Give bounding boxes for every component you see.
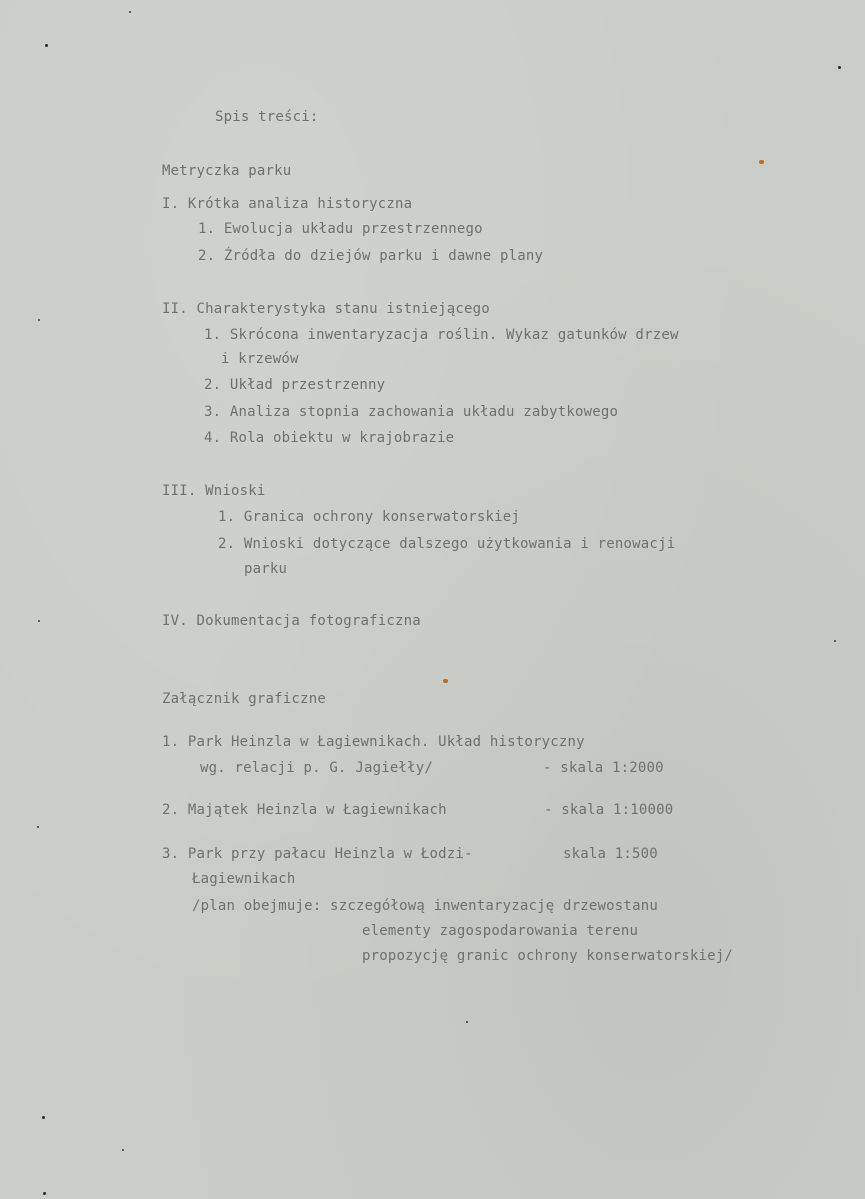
paper-speck — [45, 44, 48, 47]
paper-speck — [759, 160, 764, 164]
paper-speck — [129, 11, 131, 13]
attachment-2-line-1: 2. Majątek Heinzla w Łagiewnikach — [162, 802, 447, 818]
paper-speck — [38, 319, 40, 321]
section-3-item-2: 2. Wnioski dotyczące dalszego użytkowania i renowacji — [218, 536, 676, 552]
attachment-2-scale: - skala 1:10000 — [544, 802, 674, 818]
section-2-item-4: 4. Rola obiektu w krajobrazie — [204, 430, 455, 446]
paper-speck — [42, 1116, 45, 1119]
section-1-item-1: 1. Ewolucja układu przestrzennego — [198, 221, 483, 237]
attachment-3-line-5: propozycję granic ochrony konserwatorskiej/ — [362, 948, 734, 964]
attachments-heading: Załącznik graficzne — [162, 691, 326, 707]
toc-title: Spis treści: — [215, 109, 319, 125]
paper-speck — [43, 1192, 46, 1195]
section-2-heading: II. Charakterystyka stanu istniejącego — [162, 301, 490, 317]
paper-speck — [834, 640, 836, 642]
section-3-heading: III. Wnioski — [162, 483, 266, 499]
section-2-item-3: 3. Analiza stopnia zachowania układu zabytkowego — [204, 404, 619, 420]
attachment-1-scale: - skala 1:2000 — [543, 760, 664, 776]
section-2-item-1-cont: i krzewów — [221, 351, 299, 367]
attachment-3-line-3: /plan obejmuje: szczegółową inwentaryzację drzewostanu — [192, 898, 658, 914]
attachment-1-line-1: 1. Park Heinzla w Łagiewnikach. Układ historyczny — [162, 734, 585, 750]
metryczka-heading: Metryczka parku — [162, 163, 292, 179]
paper-speck — [38, 620, 40, 622]
section-2-item-2: 2. Układ przestrzenny — [204, 377, 386, 393]
section-1-item-2: 2. Źródła do dziejów parku i dawne plany — [198, 248, 544, 264]
section-3-item-2-cont: parku — [244, 561, 288, 577]
paper-speck — [466, 1021, 468, 1023]
paper-speck — [122, 1149, 124, 1151]
section-3-item-1: 1. Granica ochrony konserwatorskiej — [218, 509, 521, 525]
section-1-heading: I. Krótka analiza historyczna — [162, 196, 413, 212]
attachment-1-line-2: wg. relacji p. G. Jagiełły/ — [200, 760, 433, 776]
attachment-3-line-2: Łagiewnikach — [192, 871, 296, 887]
attachment-3-line-1: 3. Park przy pałacu Heinzla w Łodzi- — [162, 846, 473, 862]
paper-speck — [37, 826, 39, 828]
paper-speck — [838, 66, 841, 69]
section-2-item-1: 1. Skrócona inwentaryzacja roślin. Wykaz gatunków drzew — [204, 327, 679, 343]
section-4-heading: IV. Dokumentacja fotograficzna — [162, 613, 421, 629]
attachment-3-scale: skala 1:500 — [563, 846, 658, 862]
paper-speck — [443, 679, 448, 683]
attachment-3-line-4: elementy zagospodarowania terenu — [362, 923, 639, 939]
